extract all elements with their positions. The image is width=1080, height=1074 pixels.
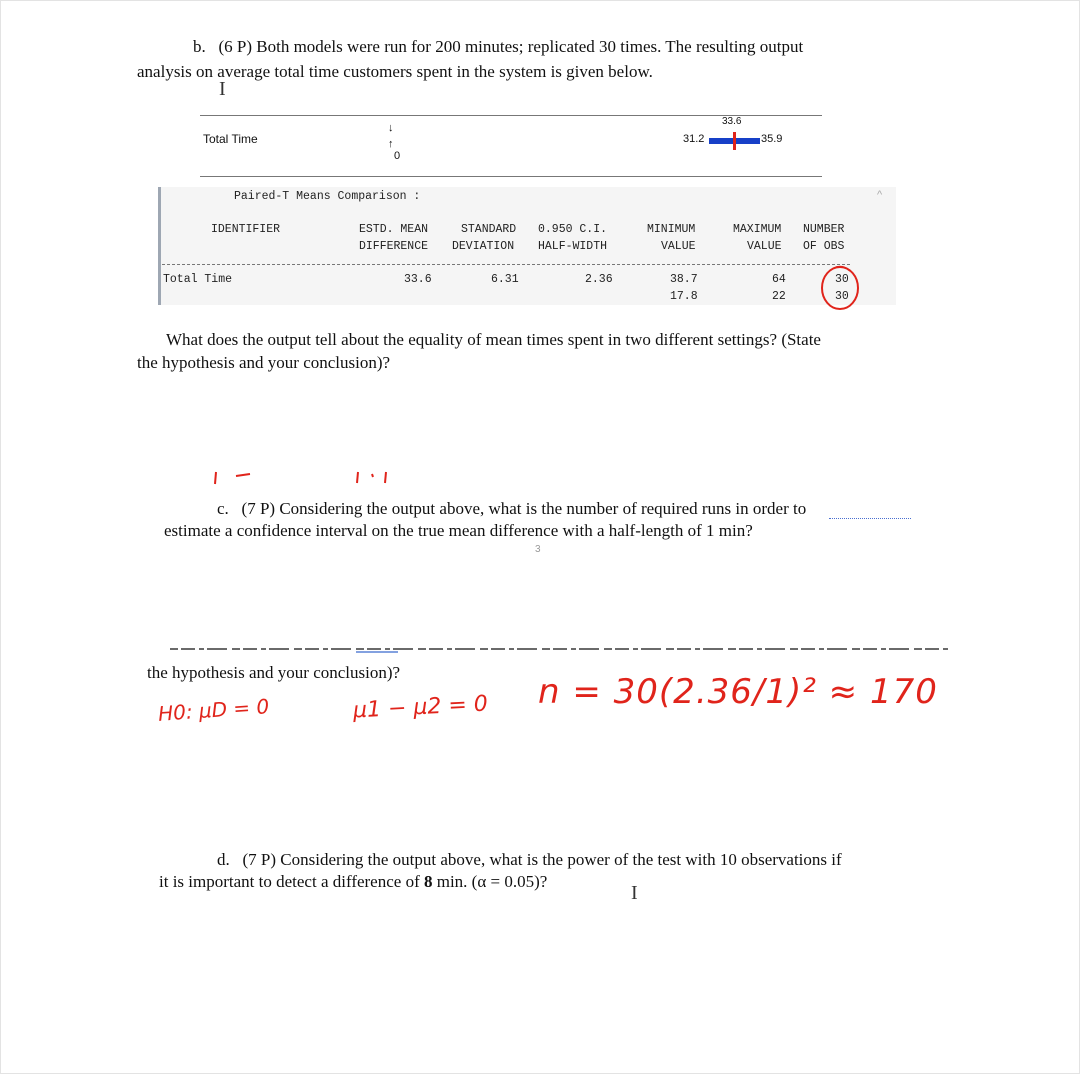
red-tick-marks	[210, 468, 410, 488]
header-min-1: MINIMUM	[647, 223, 696, 236]
header-std-2: DEVIATION	[452, 240, 515, 253]
part-c-line2: estimate a confidence interval on the true mean difference with a half-length of 1 min?	[164, 521, 753, 540]
header-ci-1: 0.950 C.I.	[538, 223, 608, 236]
part-d-line2	[159, 870, 547, 893]
scroll-up-icon[interactable]: ^	[877, 189, 883, 201]
ci-mean-marker	[733, 132, 736, 150]
arrow-up-icon: ↑	[388, 138, 394, 150]
part-b-label: b.	[193, 37, 206, 56]
question-b-line1: What does the output tell about the equality of mean times spent in two different settings? (State	[166, 330, 821, 349]
header-estd-2: DIFFERENCE	[359, 240, 429, 253]
part-b-line2: analysis on average total time customers spent in the system is given below.	[137, 62, 653, 81]
ci-high-label: 35.9	[761, 133, 783, 145]
part-c-line1	[217, 497, 806, 520]
paired-t-panel	[158, 187, 896, 305]
row-std-dev: 6.31	[491, 273, 519, 286]
handwritten-mu-diff: μ1 − μ2 = 0	[352, 691, 489, 724]
header-ci-2: HALF-WIDTH	[538, 240, 608, 253]
header-identifier: IDENTIFIER	[211, 223, 281, 236]
page-number: 3	[535, 544, 541, 555]
row-min-2: 17.8	[670, 290, 698, 303]
row-identifier: Total Time	[163, 273, 233, 286]
repeat-b-line2: the hypothesis and your conclusion)?	[147, 663, 401, 682]
header-std-1: STANDARD	[461, 223, 517, 236]
part-b-text: (6 P) Both models were run for 200 minutes; replicated 30 times. The resulting output	[218, 37, 804, 56]
ci-low-label: 31.2	[683, 133, 705, 145]
header-divider	[162, 264, 850, 265]
text-cursor-icon-2: I	[631, 882, 638, 904]
row-min-1: 38.7	[670, 273, 698, 286]
spell-underline	[829, 518, 911, 519]
part-d-line2-a: it is important to detect a difference of	[159, 872, 424, 891]
header-max-2: VALUE	[747, 240, 782, 253]
zero-label: 0	[394, 150, 401, 162]
plot-bottom-rule	[200, 176, 822, 177]
plot-row-label: Total Time	[203, 132, 258, 146]
row-max-1: 64	[772, 273, 786, 286]
faded-text-remnant	[170, 645, 950, 653]
question-b-line2: the hypothesis and your conclusion)?	[137, 353, 391, 372]
part-c-label: c.	[217, 499, 229, 518]
header-num-2: OF OBS	[803, 240, 845, 253]
part-d-label: d.	[217, 850, 230, 869]
part-b-line1	[193, 35, 803, 58]
row-max-2: 22	[772, 290, 786, 303]
text-cursor-icon: I	[219, 78, 226, 100]
row-half-width: 2.36	[585, 273, 613, 286]
part-c-text: (7 P) Considering the output above, what is the number of required runs in order to	[241, 499, 807, 518]
handwritten-h0: H0: μD = 0	[157, 694, 270, 726]
part-d-bold-value: 8	[423, 872, 433, 891]
comparison-title: Paired-T Means Comparison :	[234, 190, 421, 203]
header-num-1: NUMBER	[803, 223, 845, 236]
row-obs-2: 30	[835, 290, 849, 303]
row-mean-diff: 33.6	[404, 273, 432, 286]
part-d-text: (7 P) Considering the output above, what is the power of the test with 10 observations if	[242, 850, 842, 869]
handwritten-n-calc: n = 30(2.36/1)² ≈ 170	[538, 672, 938, 712]
header-min-2: VALUE	[661, 240, 696, 253]
part-d-line2-c: min. (α = 0.05)?	[432, 872, 548, 891]
part-d-line1	[217, 848, 842, 871]
header-max-1: MAXIMUM	[733, 223, 782, 236]
annotation-circle	[812, 262, 864, 312]
header-estd-1: ESTD. MEAN	[359, 223, 429, 236]
arrow-down-icon: ↓	[388, 122, 394, 134]
ci-mean-label: 33.6	[722, 116, 742, 127]
row-obs-1: 30	[835, 273, 849, 286]
